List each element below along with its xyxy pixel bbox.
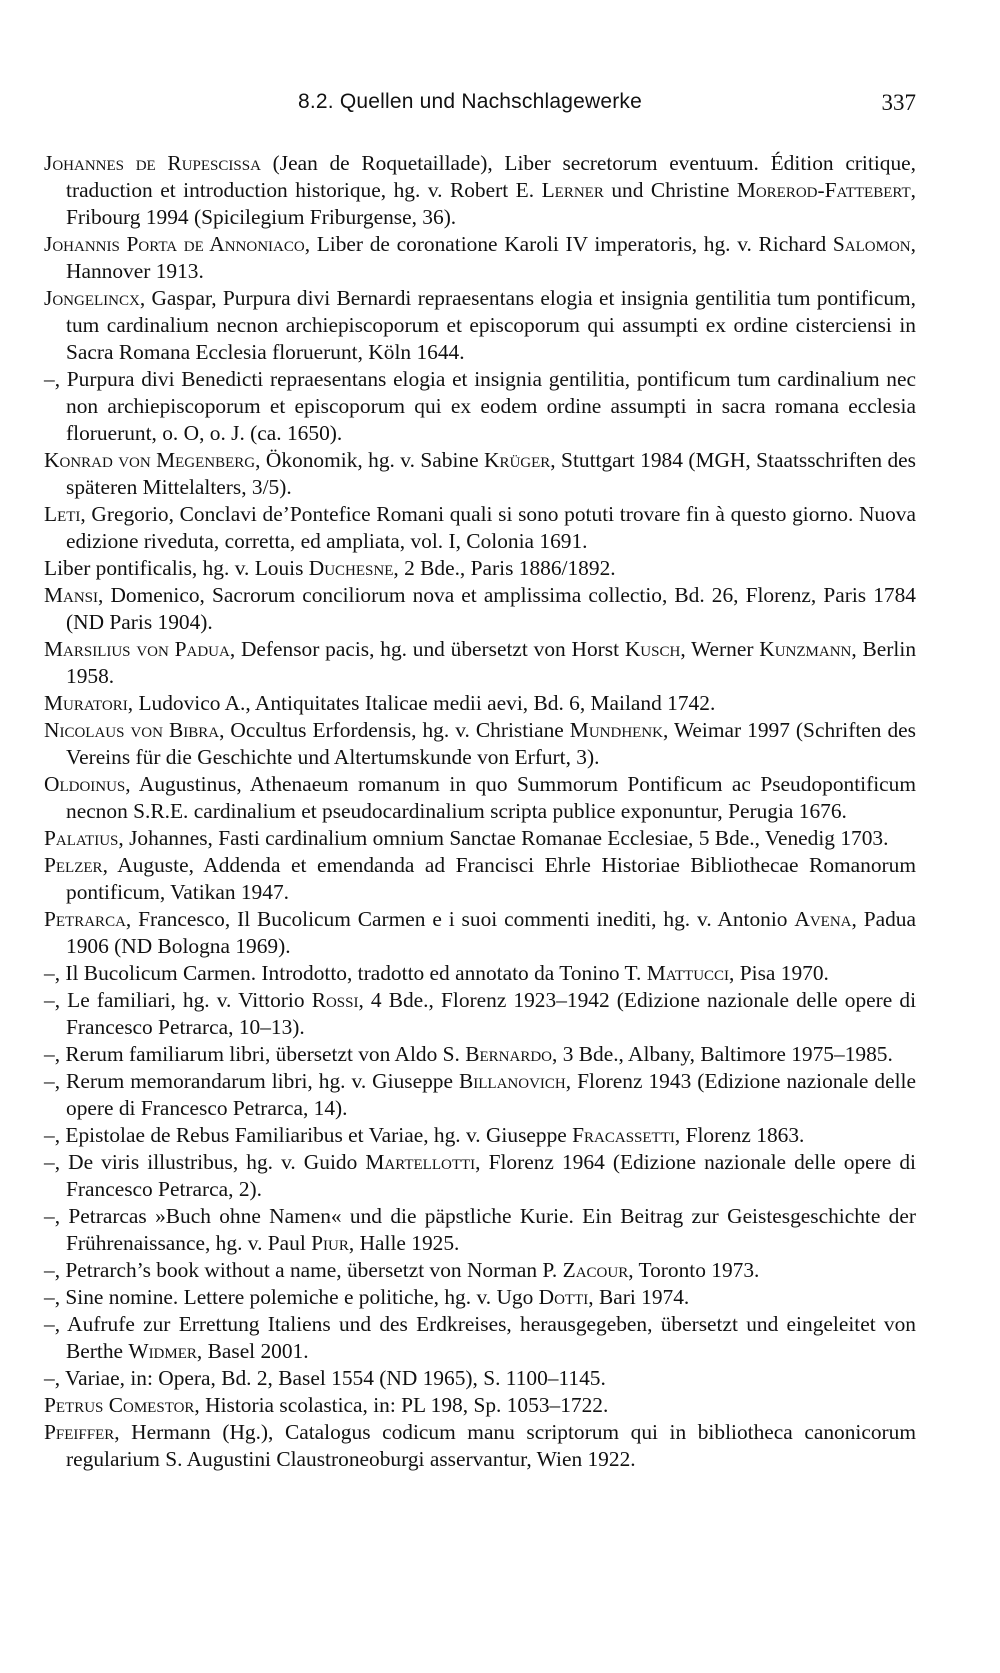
author-name: Rossi xyxy=(311,988,359,1012)
author-name: Johannis Porta de Annoniaco xyxy=(44,232,305,256)
bibliography-entry xyxy=(44,1149,916,1203)
bibliography-entry xyxy=(44,1392,916,1419)
entry-text: –, Rerum familiarum libri, übersetzt von Aldo S. xyxy=(44,1042,466,1066)
author-name: Dotti xyxy=(538,1285,589,1309)
entry-text: , Werner xyxy=(680,637,760,661)
entry-text: , Fribourg 1994 (Spicilegium Friburgense, 36). xyxy=(66,178,916,229)
author-name: Petrarca xyxy=(44,907,126,931)
bibliography-entry xyxy=(44,285,916,366)
entry-text: , Florenz 1943 (Edizione nazionale delle opere di Francesco Petrarca, 14). xyxy=(66,1069,916,1120)
bibliography-entry xyxy=(44,690,916,717)
entry-text: –, Il Bucolicum Carmen. Introdotto, tradotto ed annotato da Tonino T. xyxy=(44,961,647,985)
bibliography-entry xyxy=(44,1284,916,1311)
entry-text: , Bari 1974. xyxy=(588,1285,690,1309)
entry-text: , Florenz 1964 (Edizione nazionale delle opere di Francesco Petrarca, 2). xyxy=(66,1150,916,1201)
entry-text: , Francesco, Il Bucolicum Carmen e i suoi commenti inediti, hg. v. Antonio xyxy=(125,907,795,931)
entry-text: , Auguste, Addenda et emendanda ad Francisci Ehrle Historiae Bibliothecae Romanorum pontificum, Vatikan 1947. xyxy=(66,853,916,904)
entry-text: , 4 Bde., Florenz 1923–1942 (Edizione nazionale delle opere di Francesco Petrarca, 10–13). xyxy=(66,988,917,1039)
bibliography-entry xyxy=(44,1311,916,1365)
entry-text: , Gaspar, Purpura divi Bernardi repraesentans elogia et insignia gentilitia tum pontificum, tum cardinalium necnon archiepiscoporum et episcoporum qui assumpti ex ordine cisterciensi in Sacra Romana Ecclesia floruerunt, Köln 1644. xyxy=(66,286,916,364)
author-name: Fracassetti xyxy=(572,1123,675,1147)
author-name: Petrus Comestor xyxy=(44,1393,195,1417)
entry-text: , Halle 1925. xyxy=(348,1231,460,1255)
author-name: Muratori xyxy=(44,691,128,715)
bibliography-entry xyxy=(44,150,916,231)
entry-text: –, Epistolae de Rebus Familiaribus et Variae, hg. v. Giuseppe xyxy=(44,1123,573,1147)
bibliography-entry xyxy=(44,1257,916,1284)
entry-text: , Defensor pacis, hg. und übersetzt von Horst xyxy=(229,637,625,661)
bibliography-entry xyxy=(44,960,916,987)
entry-text: –, Aufrufe zur Errettung Italiens und des Erdkreises, herausgegeben, übersetzt und eingeleitet von Berthe xyxy=(44,1312,916,1363)
bibliography-entry xyxy=(44,987,916,1041)
bibliography-entry xyxy=(44,582,916,636)
entry-text: , Augustinus, Athenaeum romanum in quo Summorum Pontificum ac Pseudopontificum necnon S.R.E. cardinalium et pseudocardinalium scripta publice exponuntur, Perugia 1676. xyxy=(66,772,916,823)
section-title: 8.2. Quellen und Nachschlagewerke xyxy=(298,90,642,113)
author-name: Morerod-Fattebert xyxy=(736,178,911,202)
bibliography-entry xyxy=(44,1122,916,1149)
author-name: Nicolaus von Bibra xyxy=(44,718,220,742)
entry-text: und Christine xyxy=(603,178,737,202)
author-name: Salomon xyxy=(832,232,911,256)
entry-text: , Liber de coronatione Karoli IV imperatoris, hg. v. Richard xyxy=(304,232,833,256)
author-name: Leti xyxy=(44,502,81,526)
entry-text: –, Petrarcas »Buch ohne Namen« und die päpstliche Kurie. Ein Beitrag zur Geistesgeschichte der Frührenaissance, hg. v. Paul xyxy=(44,1204,916,1255)
author-name: Piur xyxy=(311,1231,349,1255)
bibliography-entry xyxy=(44,1365,916,1392)
author-name: Pelzer xyxy=(44,853,103,877)
author-name: Kusch xyxy=(624,637,681,661)
entry-text: , 2 Bde., Paris 1886/1892. xyxy=(393,556,616,580)
entry-text: , Hannover 1913. xyxy=(66,232,916,283)
entry-text: , Stuttgart 1984 (MGH, Staatsschriften des späteren Mittelalters, 3/5). xyxy=(66,448,916,499)
entry-text: , Hermann (Hg.), Catalogus codicum manu scriptorum qui in bibliotheca canonicorum regularium S. Augustini Claustroneoburgi asservantur, Wien 1922. xyxy=(66,1420,916,1471)
author-name: Marsilius von Padua xyxy=(44,637,230,661)
entry-text: –, Purpura divi Benedicti repraesentans elogia et insignia gentilitia, pontificum tum cardinalium nec non archiepiscoporum et episcoporum qui ex eodem ordine assumpti in sacra romana ecclesia floruerunt, o. O, o. J. (ca. 1650). xyxy=(44,367,916,445)
bibliography-entry xyxy=(44,852,916,906)
entry-text: , 3 Bde., Albany, Baltimore 1975–1985. xyxy=(552,1042,893,1066)
entry-text: , Ludovico A., Antiquitates Italicae medii aevi, Bd. 6, Mailand 1742. xyxy=(127,691,716,715)
author-name: Bernardo xyxy=(465,1042,552,1066)
entry-text: –, Le familiari, hg. v. Vittorio xyxy=(44,988,312,1012)
author-name: Pfeiffer xyxy=(44,1420,115,1444)
author-name: Lerner xyxy=(541,178,604,202)
entry-text: Liber pontificalis, hg. v. Louis xyxy=(44,556,309,580)
entry-text: , Ökonomik, hg. v. Sabine xyxy=(255,448,484,472)
author-name: Palatius xyxy=(44,826,119,850)
entry-text: –, De viris illustribus, hg. v. Guido xyxy=(44,1150,366,1174)
entry-text: (Jean de Roquetaillade), Liber secretorum eventuum. Édition critique, traduction et introduction historique, hg. v. Robert E. xyxy=(66,151,916,202)
author-name: Jongelincx xyxy=(44,286,140,310)
author-name: Mattucci xyxy=(646,961,730,985)
author-name: Oldoinus xyxy=(44,772,126,796)
bibliography-entry xyxy=(44,1068,916,1122)
entry-text: , Johannes, Fasti cardinalium omnium Sanctae Romanae Ecclesiae, 5 Bde., Venedig 1703. xyxy=(118,826,889,850)
author-name: Mundhenk xyxy=(569,718,663,742)
entry-text: , Weimar 1997 (Schriften des Vereins für die Geschichte und Altertumskunde von Erfurt, 3). xyxy=(66,718,916,769)
entry-text: , Occultus Erfordensis, hg. v. Christiane xyxy=(219,718,570,742)
entry-text: , Florenz 1863. xyxy=(674,1123,805,1147)
bibliography-entry xyxy=(44,231,916,285)
author-name: Konrad von Megenberg xyxy=(44,448,256,472)
entry-text: , Berlin 1958. xyxy=(66,637,917,688)
page-number: 337 xyxy=(881,90,916,115)
bibliography-entry xyxy=(44,366,916,447)
author-name: Billanovich xyxy=(459,1069,566,1093)
bibliography-entry xyxy=(44,906,916,960)
author-name: Zacour xyxy=(562,1258,629,1282)
bibliography-entry xyxy=(44,1041,916,1068)
author-name: Widmer xyxy=(128,1339,197,1363)
bibliography-entry xyxy=(44,1203,916,1257)
entry-text: , Domenico, Sacrorum conciliorum nova et amplissima collectio, Bd. 26, Florenz, Paris 1784 (ND Paris 1904). xyxy=(66,583,916,634)
bibliography-entry xyxy=(44,447,916,501)
entry-text: , Padua 1906 (ND Bologna 1969). xyxy=(66,907,916,958)
bibliography-entry xyxy=(44,771,916,825)
bibliography-entry xyxy=(44,555,916,582)
bibliography-list xyxy=(44,150,916,1473)
entry-text: –, Petrarch’s book without a name, übersetzt von Norman P. xyxy=(44,1258,563,1282)
entry-text: , Gregorio, Conclavi de’Pontefice Romani quali si sono potuti trovare fin à questo giorno. Nuova edizione riveduta, corretta, ed ampliata, vol. I, Colonia 1691. xyxy=(66,502,916,553)
entry-text: –, Variae, in: Opera, Bd. 2, Basel 1554 (ND 1965), S. 1100–1145. xyxy=(44,1366,606,1390)
bibliography-entry xyxy=(44,501,916,555)
entry-text: , Pisa 1970. xyxy=(729,961,829,985)
bibliography-entry xyxy=(44,636,916,690)
bibliography-entry xyxy=(44,1419,916,1473)
author-name: Avena xyxy=(794,907,852,931)
author-name: Mansi xyxy=(44,583,99,607)
author-name: Johannes de Rupescissa xyxy=(44,151,261,175)
entry-text: , Basel 2001. xyxy=(196,1339,309,1363)
entry-text: –, Sine nomine. Lettere polemiche e politiche, hg. v. Ugo xyxy=(44,1285,539,1309)
author-name: Krüger xyxy=(484,448,551,472)
bibliography-entry xyxy=(44,825,916,852)
entry-text: , Toronto 1973. xyxy=(628,1258,760,1282)
author-name: Duchesne xyxy=(308,556,394,580)
bibliography-entry xyxy=(44,717,916,771)
entry-text: –, Rerum memorandarum libri, hg. v. Giuseppe xyxy=(44,1069,459,1093)
entry-text: , Historia scolastica, in: PL 198, Sp. 1053–1722. xyxy=(194,1393,609,1417)
running-head xyxy=(44,90,916,122)
author-name: Kunzmann xyxy=(759,637,852,661)
author-name: Martellotti xyxy=(365,1150,476,1174)
